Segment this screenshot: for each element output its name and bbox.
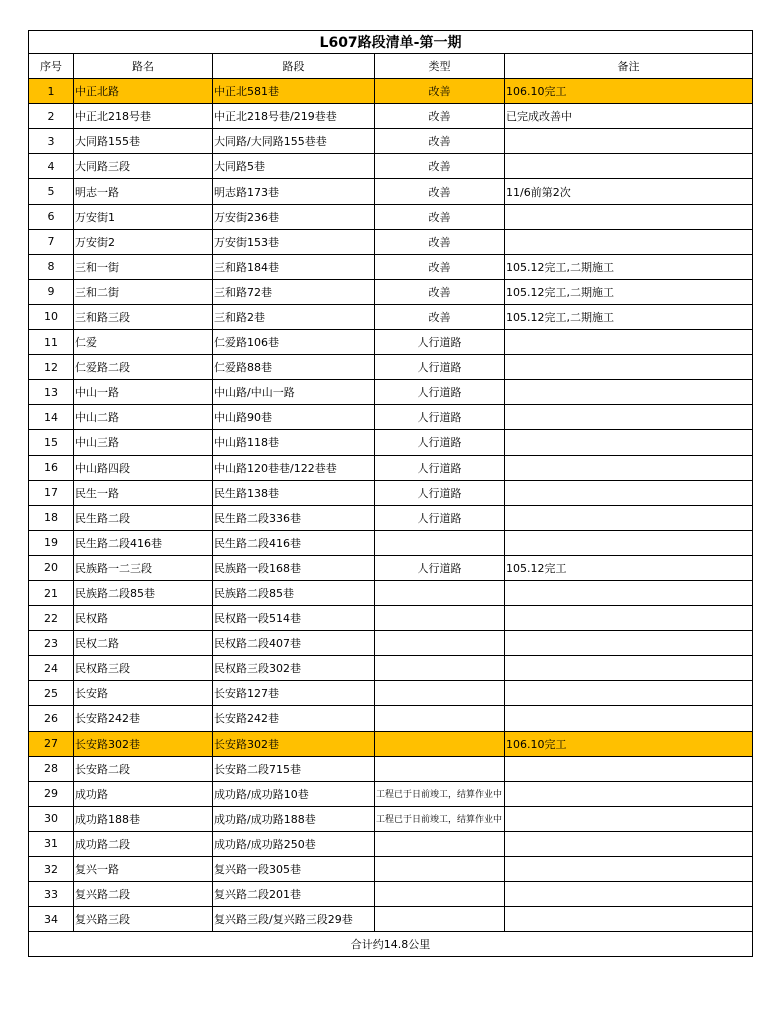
row-type: 改善 bbox=[375, 229, 505, 254]
row-type bbox=[375, 681, 505, 706]
row-section: 民生路138巷 bbox=[213, 480, 375, 505]
row-road-name: 三和路三段 bbox=[74, 304, 213, 329]
row-note: 11/6前第2次 bbox=[505, 179, 753, 204]
table-row bbox=[29, 831, 753, 856]
row-number: 2 bbox=[29, 104, 74, 129]
row-note bbox=[505, 831, 753, 856]
row-type bbox=[375, 831, 505, 856]
row-note bbox=[505, 505, 753, 530]
row-road-name: 仁爱 bbox=[74, 330, 213, 355]
row-type: 改善 bbox=[375, 179, 505, 204]
row-section: 三和路72巷 bbox=[213, 279, 375, 304]
row-number: 7 bbox=[29, 229, 74, 254]
row-type: 改善 bbox=[375, 104, 505, 129]
row-road-name: 民生路二段416巷 bbox=[74, 530, 213, 555]
row-number: 33 bbox=[29, 882, 74, 907]
row-type: 人行道路 bbox=[375, 480, 505, 505]
table-row bbox=[29, 355, 753, 380]
row-type bbox=[375, 731, 505, 756]
row-type bbox=[375, 656, 505, 681]
row-road-name: 三和一街 bbox=[74, 254, 213, 279]
row-type: 改善 bbox=[375, 204, 505, 229]
row-section: 成功路/成功路10巷 bbox=[213, 781, 375, 806]
row-note: 105.12完工 bbox=[505, 555, 753, 580]
row-number: 24 bbox=[29, 656, 74, 681]
row-section: 万安街236巷 bbox=[213, 204, 375, 229]
row-section: 万安街153巷 bbox=[213, 229, 375, 254]
header-type: 类型 bbox=[375, 54, 505, 79]
row-type: 改善 bbox=[375, 279, 505, 304]
row-section: 长安路127巷 bbox=[213, 681, 375, 706]
row-note bbox=[505, 405, 753, 430]
row-number: 25 bbox=[29, 681, 74, 706]
row-road-name: 大同路155巷 bbox=[74, 129, 213, 154]
row-section: 大同路5巷 bbox=[213, 154, 375, 179]
table-row bbox=[29, 129, 753, 154]
header-road: 路名 bbox=[74, 54, 213, 79]
row-type: 人行道路 bbox=[375, 455, 505, 480]
row-road-name: 中正北路 bbox=[74, 79, 213, 104]
row-section: 中山路120巷巷/122巷巷 bbox=[213, 455, 375, 480]
row-number: 16 bbox=[29, 455, 74, 480]
table-row bbox=[29, 580, 753, 605]
table-row bbox=[29, 907, 753, 932]
table-row bbox=[29, 304, 753, 329]
table-row bbox=[29, 330, 753, 355]
row-section: 复兴路二段201巷 bbox=[213, 882, 375, 907]
row-road-name: 复兴路二段 bbox=[74, 882, 213, 907]
row-note: 已完成改善中 bbox=[505, 104, 753, 129]
row-number: 21 bbox=[29, 580, 74, 605]
row-road-name: 中山三路 bbox=[74, 430, 213, 455]
row-note bbox=[505, 530, 753, 555]
row-type: 人行道路 bbox=[375, 505, 505, 530]
row-number: 4 bbox=[29, 154, 74, 179]
row-section: 明志路173巷 bbox=[213, 179, 375, 204]
row-section: 中正北581巷 bbox=[213, 79, 375, 104]
row-note bbox=[505, 631, 753, 656]
row-type: 改善 bbox=[375, 254, 505, 279]
row-note bbox=[505, 857, 753, 882]
row-number: 18 bbox=[29, 505, 74, 530]
row-note bbox=[505, 781, 753, 806]
row-type: 人行道路 bbox=[375, 405, 505, 430]
row-section: 中山路118巷 bbox=[213, 430, 375, 455]
row-section: 中山路90巷 bbox=[213, 405, 375, 430]
row-type bbox=[375, 857, 505, 882]
table-row bbox=[29, 455, 753, 480]
row-road-name: 万安街1 bbox=[74, 204, 213, 229]
row-road-name: 民权路三段 bbox=[74, 656, 213, 681]
row-note bbox=[505, 681, 753, 706]
row-number: 34 bbox=[29, 907, 74, 932]
row-section: 民生路二段336巷 bbox=[213, 505, 375, 530]
row-number: 5 bbox=[29, 179, 74, 204]
row-number: 10 bbox=[29, 304, 74, 329]
row-note bbox=[505, 204, 753, 229]
row-note bbox=[505, 606, 753, 631]
row-type: 改善 bbox=[375, 129, 505, 154]
table-row bbox=[29, 254, 753, 279]
table-row bbox=[29, 480, 753, 505]
row-type bbox=[375, 882, 505, 907]
row-road-name: 民族路二段85巷 bbox=[74, 580, 213, 605]
row-section: 仁爱路106巷 bbox=[213, 330, 375, 355]
row-section: 成功路/成功路188巷 bbox=[213, 806, 375, 831]
table-row bbox=[29, 79, 753, 104]
table-row bbox=[29, 781, 753, 806]
row-number: 30 bbox=[29, 806, 74, 831]
row-note: 105.12完工,二期施工 bbox=[505, 254, 753, 279]
row-road-name: 复兴路三段 bbox=[74, 907, 213, 932]
header-section: 路段 bbox=[213, 54, 375, 79]
row-road-name: 长安路二段 bbox=[74, 756, 213, 781]
table-row bbox=[29, 681, 753, 706]
row-note bbox=[505, 455, 753, 480]
row-section: 复兴路一段305巷 bbox=[213, 857, 375, 882]
header-number: 序号 bbox=[29, 54, 74, 79]
row-type: 工程已于日前竣工，结算作业中 bbox=[375, 806, 505, 831]
row-type: 改善 bbox=[375, 304, 505, 329]
row-type: 改善 bbox=[375, 79, 505, 104]
row-number: 9 bbox=[29, 279, 74, 304]
table-row bbox=[29, 857, 753, 882]
row-section: 长安路二段715巷 bbox=[213, 756, 375, 781]
table-row bbox=[29, 229, 753, 254]
row-road-name: 成功路 bbox=[74, 781, 213, 806]
table-row bbox=[29, 530, 753, 555]
table-row bbox=[29, 731, 753, 756]
row-number: 13 bbox=[29, 380, 74, 405]
table-row bbox=[29, 430, 753, 455]
table-row bbox=[29, 179, 753, 204]
row-note bbox=[505, 656, 753, 681]
table-row bbox=[29, 104, 753, 129]
row-number: 26 bbox=[29, 706, 74, 731]
row-note: 106.10完工 bbox=[505, 79, 753, 104]
row-note bbox=[505, 882, 753, 907]
row-road-name: 复兴一路 bbox=[74, 857, 213, 882]
row-note: 105.12完工,二期施工 bbox=[505, 304, 753, 329]
row-section: 三和路184巷 bbox=[213, 254, 375, 279]
total-length: 合计约14.8公里 bbox=[29, 932, 753, 957]
table-row bbox=[29, 555, 753, 580]
row-number: 31 bbox=[29, 831, 74, 856]
row-section: 民族路二段85巷 bbox=[213, 580, 375, 605]
row-type bbox=[375, 580, 505, 605]
row-note bbox=[505, 430, 753, 455]
row-road-name: 三和二街 bbox=[74, 279, 213, 304]
row-road-name: 中山路四段 bbox=[74, 455, 213, 480]
row-type bbox=[375, 706, 505, 731]
row-type bbox=[375, 907, 505, 932]
row-number: 22 bbox=[29, 606, 74, 631]
row-road-name: 中山二路 bbox=[74, 405, 213, 430]
row-road-name: 长安路242巷 bbox=[74, 706, 213, 731]
row-note bbox=[505, 706, 753, 731]
row-number: 23 bbox=[29, 631, 74, 656]
row-note: 106.10完工 bbox=[505, 731, 753, 756]
row-note bbox=[505, 580, 753, 605]
table-row bbox=[29, 706, 753, 731]
row-road-name: 民族路一二三段 bbox=[74, 555, 213, 580]
row-number: 27 bbox=[29, 731, 74, 756]
row-road-name: 仁爱路二段 bbox=[74, 355, 213, 380]
road-list-table bbox=[28, 30, 753, 957]
table-row bbox=[29, 606, 753, 631]
row-number: 15 bbox=[29, 430, 74, 455]
row-road-name: 中山一路 bbox=[74, 380, 213, 405]
table-body bbox=[29, 79, 753, 932]
table-row bbox=[29, 380, 753, 405]
table-row bbox=[29, 656, 753, 681]
row-note bbox=[505, 154, 753, 179]
row-type: 人行道路 bbox=[375, 355, 505, 380]
row-note bbox=[505, 806, 753, 831]
row-number: 29 bbox=[29, 781, 74, 806]
row-note bbox=[505, 756, 753, 781]
row-note bbox=[505, 480, 753, 505]
row-road-name: 中正北218号巷 bbox=[74, 104, 213, 129]
header-note: 备注 bbox=[505, 54, 753, 79]
row-section: 中正北218号巷/219巷巷 bbox=[213, 104, 375, 129]
row-type bbox=[375, 631, 505, 656]
row-type: 人行道路 bbox=[375, 555, 505, 580]
row-type bbox=[375, 530, 505, 555]
table-row bbox=[29, 279, 753, 304]
row-note bbox=[505, 355, 753, 380]
row-note bbox=[505, 229, 753, 254]
table-row bbox=[29, 631, 753, 656]
row-road-name: 民权二路 bbox=[74, 631, 213, 656]
row-type: 工程已于日前竣工，结算作业中 bbox=[375, 781, 505, 806]
row-road-name: 长安路 bbox=[74, 681, 213, 706]
table-row bbox=[29, 204, 753, 229]
row-type: 人行道路 bbox=[375, 380, 505, 405]
row-section: 成功路/成功路250巷 bbox=[213, 831, 375, 856]
sheet-title: L607路段清单-第一期 bbox=[29, 31, 753, 54]
table-row bbox=[29, 154, 753, 179]
row-number: 11 bbox=[29, 330, 74, 355]
row-section: 民族路一段168巷 bbox=[213, 555, 375, 580]
row-type bbox=[375, 606, 505, 631]
row-section: 仁爱路88巷 bbox=[213, 355, 375, 380]
table-row bbox=[29, 756, 753, 781]
row-road-name: 民生一路 bbox=[74, 480, 213, 505]
row-road-name: 大同路三段 bbox=[74, 154, 213, 179]
row-section: 复兴路三段/复兴路三段29巷 bbox=[213, 907, 375, 932]
row-note bbox=[505, 330, 753, 355]
row-section: 中山路/中山一路 bbox=[213, 380, 375, 405]
row-note bbox=[505, 380, 753, 405]
row-note bbox=[505, 907, 753, 932]
row-road-name: 成功路188巷 bbox=[74, 806, 213, 831]
row-type: 人行道路 bbox=[375, 430, 505, 455]
header-row bbox=[29, 54, 753, 79]
row-type bbox=[375, 756, 505, 781]
row-number: 1 bbox=[29, 79, 74, 104]
row-road-name: 长安路302巷 bbox=[74, 731, 213, 756]
row-section: 长安路242巷 bbox=[213, 706, 375, 731]
row-section: 民权路二段407巷 bbox=[213, 631, 375, 656]
row-road-name: 民生路二段 bbox=[74, 505, 213, 530]
row-section: 民权路一段514巷 bbox=[213, 606, 375, 631]
row-number: 32 bbox=[29, 857, 74, 882]
row-section: 民权路三段302巷 bbox=[213, 656, 375, 681]
table-row bbox=[29, 405, 753, 430]
row-note bbox=[505, 129, 753, 154]
row-type: 人行道路 bbox=[375, 330, 505, 355]
row-road-name: 万安街2 bbox=[74, 229, 213, 254]
row-road-name: 明志一路 bbox=[74, 179, 213, 204]
row-road-name: 成功路二段 bbox=[74, 831, 213, 856]
row-number: 6 bbox=[29, 204, 74, 229]
row-section: 三和路2巷 bbox=[213, 304, 375, 329]
row-type: 改善 bbox=[375, 154, 505, 179]
row-section: 民生路二段416巷 bbox=[213, 530, 375, 555]
table-row bbox=[29, 505, 753, 530]
row-road-name: 民权路 bbox=[74, 606, 213, 631]
row-note: 105.12完工,二期施工 bbox=[505, 279, 753, 304]
row-number: 20 bbox=[29, 555, 74, 580]
table-row bbox=[29, 806, 753, 831]
table-row bbox=[29, 882, 753, 907]
row-number: 28 bbox=[29, 756, 74, 781]
row-number: 19 bbox=[29, 530, 74, 555]
row-number: 17 bbox=[29, 480, 74, 505]
row-number: 14 bbox=[29, 405, 74, 430]
row-number: 12 bbox=[29, 355, 74, 380]
row-section: 大同路/大同路155巷巷 bbox=[213, 129, 375, 154]
footer-row bbox=[29, 932, 753, 957]
row-section: 长安路302巷 bbox=[213, 731, 375, 756]
row-number: 8 bbox=[29, 254, 74, 279]
row-number: 3 bbox=[29, 129, 74, 154]
title-row bbox=[29, 31, 753, 54]
road-list-sheet bbox=[28, 30, 752, 957]
